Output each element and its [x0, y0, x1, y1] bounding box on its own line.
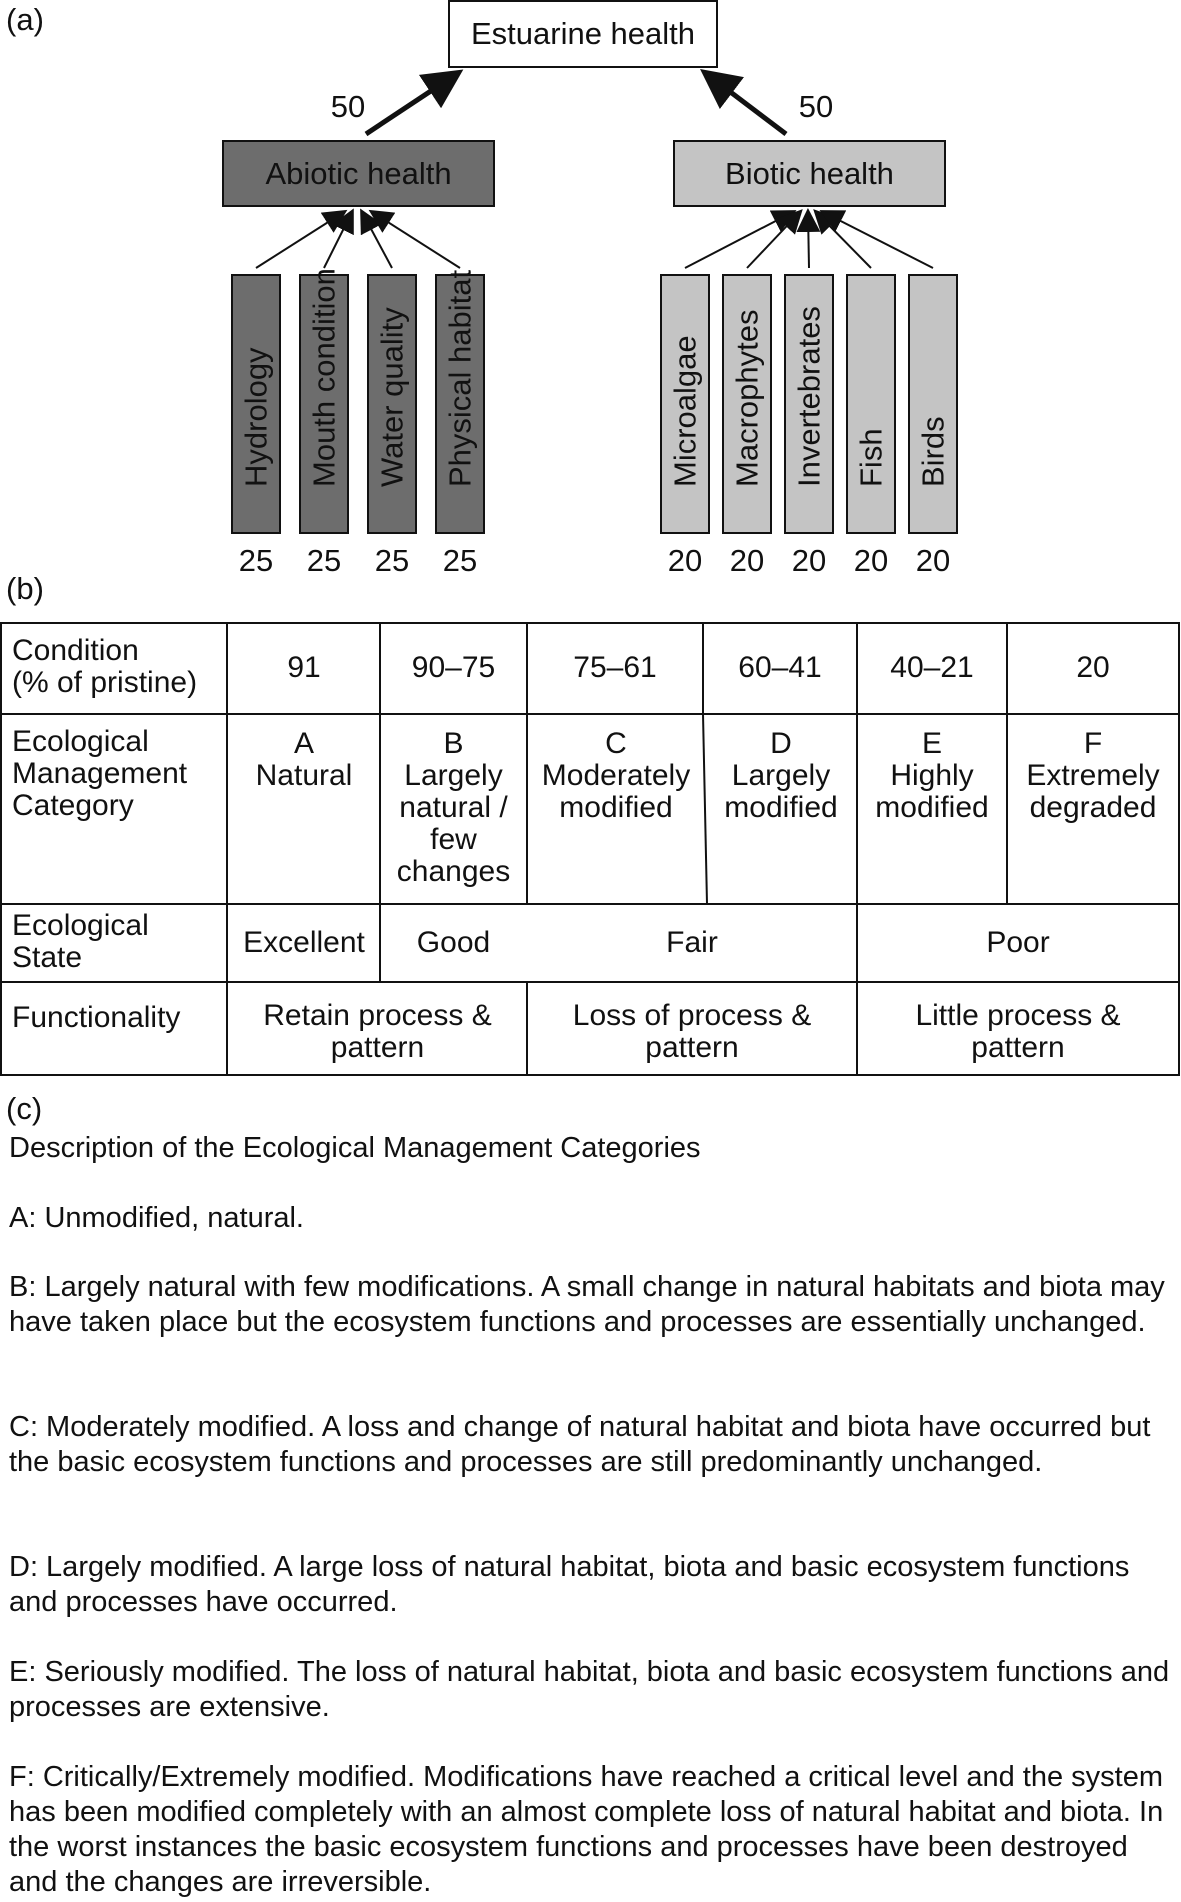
- component-microalgae: [660, 274, 710, 534]
- panel-label-c: (c): [6, 1091, 43, 1126]
- component-physical-habitat: [435, 269, 485, 534]
- emc-table: [0, 622, 1180, 1076]
- component-label: Physical habitat: [442, 269, 478, 487]
- abiotic-weight: 50: [330, 89, 366, 124]
- condition-cell: 60–41: [738, 651, 822, 684]
- component-weight: 25: [238, 543, 274, 578]
- condition-cell: 40–21: [890, 651, 974, 684]
- component-mouth-condition: [299, 268, 349, 534]
- description-a: A: Unmodified, natural.: [9, 1202, 304, 1234]
- component-label: Hydrology: [238, 347, 274, 487]
- root-node: [448, 0, 718, 68]
- component-weight: 20: [729, 543, 765, 578]
- functionality-cell: Little process & pattern: [915, 999, 1121, 1064]
- component-label: Water quality: [374, 307, 410, 487]
- component-label: Microalgae: [667, 335, 703, 487]
- row-header-condition: Condition (% of pristine): [12, 634, 198, 699]
- description-b: B: Largely natural with few modifications. A small change in natural habitats and biota may have taken place but the ecosystem functions and processes are essentially unchanged.: [9, 1271, 1165, 1338]
- description-c: C: Moderately modified. A loss and change of natural habitat and biota have occurred but the basic ecosystem functions and processes are still predominantly unchanged.: [9, 1411, 1151, 1478]
- component-weight: 20: [853, 543, 889, 578]
- component-weight: 25: [306, 543, 342, 578]
- component-weight: 25: [442, 543, 478, 578]
- emc-cell: B Largely natural / few changes: [396, 727, 511, 888]
- emc-cell: C Moderately modified: [541, 727, 691, 824]
- condition-cell: 75–61: [573, 651, 657, 684]
- description-e: E: Seriously modified. The loss of natural habitat, biota and basic ecosystem functions and processes are extensive.: [9, 1656, 1170, 1723]
- component-water-quality: [367, 274, 417, 534]
- component-label: Fish: [853, 428, 889, 487]
- row-header-functionality: Functionality: [12, 1001, 181, 1034]
- biotic-weight: 50: [798, 89, 834, 124]
- component-label: Macrophytes: [729, 309, 765, 487]
- condition-cell: 90–75: [411, 651, 496, 684]
- component-fish: [846, 274, 896, 534]
- row-header-emc: Ecological Management Category: [12, 725, 188, 822]
- state-cell: Poor: [986, 926, 1050, 959]
- connector-arrows: [0, 0, 1181, 560]
- component-invertebrates: [784, 274, 834, 534]
- state-cell: Fair: [666, 926, 718, 959]
- biotic-node: [673, 140, 946, 207]
- component-label: Mouth condition: [306, 268, 342, 487]
- condition-cell: 91: [287, 651, 321, 684]
- condition-cell: 20: [1076, 651, 1110, 684]
- emc-cell: E Highly modified: [875, 727, 989, 824]
- biotic-label: Biotic health: [725, 155, 894, 191]
- component-weight: 20: [667, 543, 703, 578]
- emc-cell: D Largely modified: [724, 727, 838, 824]
- component-hydrology: [231, 274, 281, 534]
- abiotic-node: [222, 140, 495, 207]
- root-label: Estuarine health: [470, 16, 696, 51]
- state-cell: Excellent: [243, 926, 365, 959]
- panel-label-a: (a): [6, 2, 44, 37]
- abiotic-label: Abiotic health: [265, 155, 452, 191]
- functionality-cell: Loss of process & pattern: [572, 999, 812, 1064]
- description-f: F: Critically/Extremely modified. Modifications have reached a critical level and the system has been modified completely with an almost complete loss of natural habitat and biota. In the worst instances the basic ecosystem functions and processes have been destroyed and the changes are irreversible.: [9, 1761, 1164, 1898]
- component-weight: 25: [374, 543, 410, 578]
- functionality-cell: Retain process & pattern: [263, 999, 492, 1064]
- component-weight: 20: [791, 543, 827, 578]
- emc-cell: A Natural: [255, 727, 353, 792]
- description-d: D: Largely modified. A large loss of natural habitat, biota and basic ecosystem functions and processes have occurred.: [9, 1551, 1130, 1618]
- component-label: Invertebrates: [791, 306, 827, 487]
- component-label: Birds: [915, 416, 951, 487]
- state-cell: Good: [416, 926, 491, 959]
- abiotic-to-root-arrow: [366, 75, 455, 134]
- component-birds: [908, 274, 958, 534]
- biotic-to-root-arrow: [708, 75, 786, 134]
- descriptions-heading: Description of the Ecological Management Categories: [9, 1132, 701, 1164]
- emc-cell: F Extremely degraded: [1026, 727, 1160, 824]
- panel-label-b: (b): [6, 571, 44, 606]
- component-weight: 20: [915, 543, 951, 578]
- row-header-state: Ecological State: [12, 909, 149, 974]
- component-macrophytes: [722, 274, 772, 534]
